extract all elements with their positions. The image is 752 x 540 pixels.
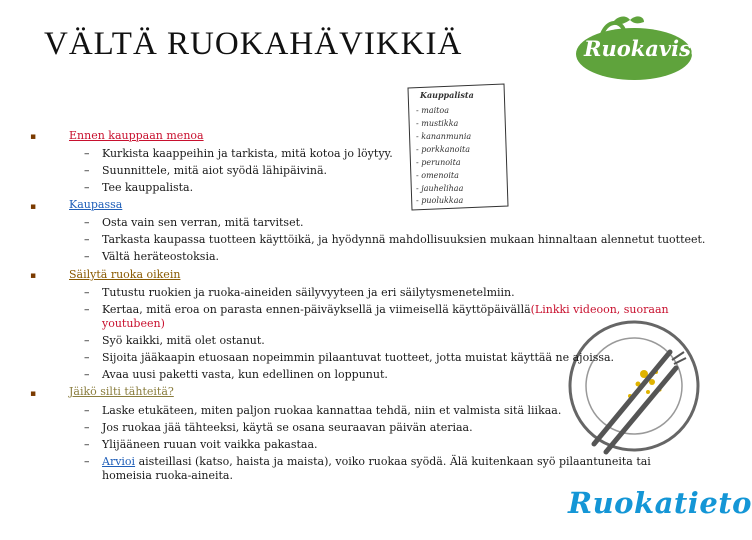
shopping-list-heading: Kauppalista xyxy=(420,90,474,100)
list-item: Tarkasta kaupassa tuotteen käyttöikä, ja hyödynnä mahdollisuuksien mukaan hinnaltaan alennetut tuotteet. xyxy=(102,233,706,246)
dash-icon: – xyxy=(84,164,90,177)
list-item: Tee kauppalista. xyxy=(102,181,194,194)
dash-icon: – xyxy=(84,216,90,229)
shopping-list-item: - jauhelihaa xyxy=(416,184,464,193)
section-heading-before-shopping: Ennen kauppaan menoa xyxy=(69,129,204,142)
shopping-list-item: - perunoita xyxy=(416,158,461,167)
section-heading-leftovers: Jäikö silti tähteitä? xyxy=(69,385,174,398)
shopping-list-item: - mustikka xyxy=(416,119,459,128)
list-item: Vältä heräteostoksia. xyxy=(102,250,220,263)
list-item: Sijoita jääkaapin etuosaan nopeimmin pilaantuvat tuotteet, jotta muistat käyttää ne ajoissa. xyxy=(102,351,615,364)
dash-icon: – xyxy=(84,421,90,434)
dash-icon: – xyxy=(84,303,90,316)
section-heading-in-store: Kaupassa xyxy=(69,198,123,211)
ruokatieto-logo: Ruokatieto xyxy=(568,486,752,520)
ruokavisa-logo-text: Ruokavisa xyxy=(584,36,705,61)
dash-icon: – xyxy=(84,334,90,347)
list-item xyxy=(102,455,682,483)
dash-icon: – xyxy=(84,368,90,381)
list-item: Jos ruokaa jää tähteeksi, käytä se osana seuraavan päivän ateriaa. xyxy=(102,421,473,434)
list-item: Suunnittele, mitä aiot syödä lähipäivinä. xyxy=(102,164,328,177)
evaluate-link[interactable]: Arvioi xyxy=(102,455,136,468)
dash-icon: – xyxy=(84,351,90,364)
bullet-icon: ▪ xyxy=(30,132,37,142)
dash-icon: – xyxy=(84,181,90,194)
shopping-list-item: - maitoa xyxy=(416,106,449,115)
video-link[interactable]: (Linkki videoon, suoraan youtubeen) xyxy=(102,303,669,330)
dash-icon: – xyxy=(84,147,90,160)
dash-icon: – xyxy=(84,404,90,417)
list-item: Syö kaikki, mitä olet ostanut. xyxy=(102,334,265,347)
dash-icon: – xyxy=(84,233,90,246)
dash-icon: – xyxy=(84,438,90,451)
page-title: VÄLTÄ RUOKAHÄVIKKIÄ xyxy=(44,26,463,62)
list-item: Laske etukäteen, miten paljon ruokaa kannattaa tehdä, niin et valmista sitä liikaa. xyxy=(102,404,562,417)
shopping-list-item: - porkkanoita xyxy=(416,145,470,154)
bullet-icon: ▪ xyxy=(30,271,37,281)
section-heading-store-food: Säilytä ruoka oikein xyxy=(69,268,181,281)
shopping-list-item: - omenoita xyxy=(416,171,459,180)
dash-icon: – xyxy=(84,250,90,263)
list-item: Osta vain sen verran, mitä tarvitset. xyxy=(102,216,304,229)
list-item: Tutustu ruokien ja ruoka-aineiden säilyvyyteen ja eri säilytysmenetelmiin. xyxy=(102,286,515,299)
dash-icon: – xyxy=(84,286,90,299)
list-item xyxy=(102,303,682,331)
list-item-text: Kertaa, mitä eroa on parasta ennen-päiväyksellä ja viimeisellä käyttöpäivällä xyxy=(102,303,531,316)
list-item-text: aisteillasi (katso, haista ja maista), voiko ruokaa syödä. Älä kuitenkaan syö pilaantuneita tai homeisia ruoka-aineita. xyxy=(102,455,651,482)
list-item: Kurkista kaappeihin ja tarkista, mitä kotoa jo löytyy. xyxy=(102,147,393,160)
dash-icon: – xyxy=(84,455,90,468)
shopping-list-item: - kananmunia xyxy=(416,132,472,141)
bullet-icon: ▪ xyxy=(30,202,37,212)
shopping-list-item: - puolukkaa xyxy=(416,196,464,205)
list-item: Avaa uusi paketti vasta, kun edellinen on loppunut. xyxy=(102,368,388,381)
bullet-icon: ▪ xyxy=(30,389,37,399)
list-item: Ylijääneen ruuan voit vaikka pakastaa. xyxy=(102,438,318,451)
